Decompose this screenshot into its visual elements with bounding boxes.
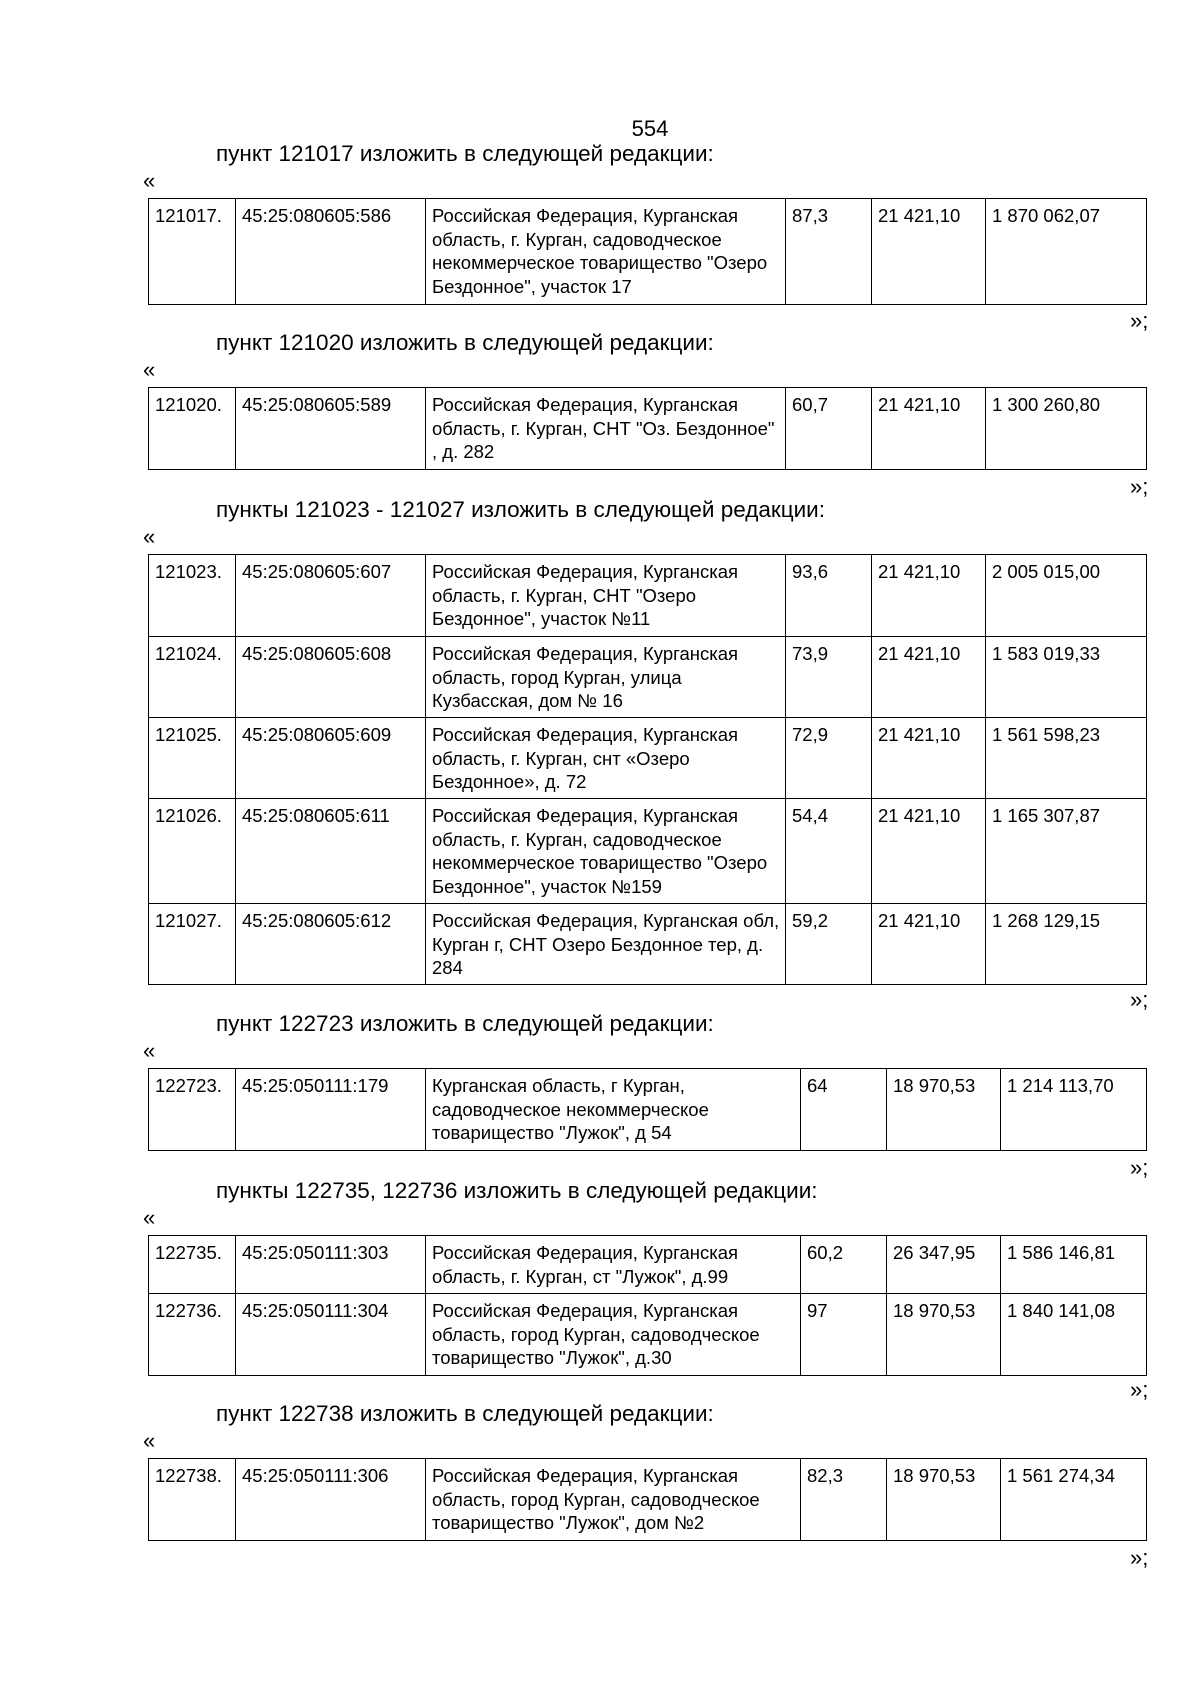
record-table	[148, 1235, 1147, 1376]
section-intro: пункт 122723 изложить в следующей редакции:	[216, 1011, 714, 1036]
cadastral-number-cell: 45:25:080605:589	[236, 388, 426, 470]
close-quote: »;	[1130, 1545, 1149, 1570]
table-row	[149, 637, 1147, 718]
cadastral-number-cell: 45:25:050111:304	[236, 1294, 426, 1376]
address-cell: Российская Федерация, Курганская область, г. Курган, садоводческое некоммерческое товарищество "Озеро Бездонное", участок №159	[426, 799, 786, 904]
item-number-cell: 122738.	[149, 1459, 236, 1541]
section-intro: пункт 121017 изложить в следующей редакции:	[216, 141, 714, 166]
area-cell: 87,3	[786, 199, 872, 305]
table-row	[149, 388, 1147, 470]
table-row	[149, 799, 1147, 904]
area-cell: 60,2	[801, 1236, 887, 1294]
open-quote: «	[143, 1038, 156, 1063]
cadastral-number-cell: 45:25:080605:586	[236, 199, 426, 305]
cadastral-value-cell: 1 586 146,81	[1001, 1236, 1147, 1294]
cadastral-value-cell: 1 870 062,07	[986, 199, 1147, 305]
address-cell: Курганская область, г Курган, садоводческое некоммерческое товарищество "Лужок", д 54	[426, 1069, 801, 1151]
area-cell: 97	[801, 1294, 887, 1376]
page-number: 554	[631, 116, 669, 141]
area-cell: 72,9	[786, 718, 872, 799]
record-table	[148, 1068, 1147, 1151]
area-cell: 54,4	[786, 799, 872, 904]
cadastral-number-cell: 45:25:080605:609	[236, 718, 426, 799]
close-quote: »;	[1130, 987, 1149, 1012]
specific-value-cell: 21 421,10	[872, 199, 986, 305]
address-cell: Российская Федерация, Курганская область, город Курган, садоводческое товарищество "Лужок", дом №2	[426, 1459, 801, 1541]
close-quote: »;	[1130, 1155, 1149, 1180]
record-table	[148, 387, 1147, 470]
cadastral-number-cell: 45:25:080605:607	[236, 555, 426, 637]
address-cell: Российская Федерация, Курганская область, г. Курган, снт «Озеро Бездонное», д. 72	[426, 718, 786, 799]
cadastral-value-cell: 1 268 129,15	[986, 904, 1147, 985]
section-intro: пункт 122738 изложить в следующей редакции:	[216, 1401, 714, 1426]
record-table	[148, 1458, 1147, 1541]
open-quote: «	[143, 1205, 156, 1230]
cadastral-value-cell: 2 005 015,00	[986, 555, 1147, 637]
address-cell: Российская Федерация, Курганская область, г. Курган, садоводческое некоммерческое товарищество "Озеро Бездонное", участок 17	[426, 199, 786, 305]
item-number-cell: 121027.	[149, 904, 236, 985]
table-row	[149, 1069, 1147, 1151]
section-intro: пункты 121023 - 121027 изложить в следующей редакции:	[216, 497, 826, 522]
item-number-cell: 121020.	[149, 388, 236, 470]
cadastral-number-cell: 45:25:080605:611	[236, 799, 426, 904]
cadastral-value-cell: 1 583 019,33	[986, 637, 1147, 718]
address-cell: Российская Федерация, Курганская область, г. Курган, ст "Лужок", д.99	[426, 1236, 801, 1294]
record-table	[148, 198, 1147, 305]
section-intro: пункты 122735, 122736 изложить в следующей редакции:	[216, 1178, 818, 1203]
cadastral-number-cell: 45:25:050111:306	[236, 1459, 426, 1541]
cadastral-value-cell: 1 561 598,23	[986, 718, 1147, 799]
item-number-cell: 121023.	[149, 555, 236, 637]
area-cell: 60,7	[786, 388, 872, 470]
close-quote: »;	[1130, 1377, 1149, 1402]
cadastral-number-cell: 45:25:080605:608	[236, 637, 426, 718]
cadastral-value-cell: 1 165 307,87	[986, 799, 1147, 904]
section-intro: пункт 121020 изложить в следующей редакции:	[216, 330, 714, 355]
specific-value-cell: 21 421,10	[872, 388, 986, 470]
area-cell: 73,9	[786, 637, 872, 718]
table-row	[149, 1236, 1147, 1294]
specific-value-cell: 26 347,95	[887, 1236, 1001, 1294]
area-cell: 82,3	[801, 1459, 887, 1541]
specific-value-cell: 21 421,10	[872, 637, 986, 718]
specific-value-cell: 21 421,10	[872, 799, 986, 904]
table-row	[149, 1294, 1147, 1376]
cadastral-value-cell: 1 300 260,80	[986, 388, 1147, 470]
table-row	[149, 555, 1147, 637]
specific-value-cell: 21 421,10	[872, 555, 986, 637]
cadastral-number-cell: 45:25:050111:179	[236, 1069, 426, 1151]
table-row	[149, 1459, 1147, 1541]
table-row	[149, 199, 1147, 305]
specific-value-cell: 18 970,53	[887, 1459, 1001, 1541]
address-cell: Российская Федерация, Курганская область, город Курган, улица Кузбасская, дом № 16	[426, 637, 786, 718]
record-table	[148, 554, 1147, 985]
address-cell: Российская Федерация, Курганская область, город Курган, садоводческое товарищество "Лужок", д.30	[426, 1294, 801, 1376]
item-number-cell: 121026.	[149, 799, 236, 904]
cadastral-number-cell: 45:25:050111:303	[236, 1236, 426, 1294]
open-quote: «	[143, 168, 156, 193]
specific-value-cell: 18 970,53	[887, 1294, 1001, 1376]
area-cell: 93,6	[786, 555, 872, 637]
item-number-cell: 122736.	[149, 1294, 236, 1376]
item-number-cell: 121024.	[149, 637, 236, 718]
item-number-cell: 122735.	[149, 1236, 236, 1294]
specific-value-cell: 21 421,10	[872, 904, 986, 985]
specific-value-cell: 21 421,10	[872, 718, 986, 799]
close-quote: »;	[1130, 308, 1149, 333]
table-row	[149, 904, 1147, 985]
address-cell: Российская Федерация, Курганская область, г. Курган, СНТ "Оз. Бездонное" , д. 282	[426, 388, 786, 470]
close-quote: »;	[1130, 474, 1149, 499]
item-number-cell: 122723.	[149, 1069, 236, 1151]
cadastral-value-cell: 1 561 274,34	[1001, 1459, 1147, 1541]
cadastral-number-cell: 45:25:080605:612	[236, 904, 426, 985]
address-cell: Российская Федерация, Курганская обл, Курган г, СНТ Озеро Бездонное тер, д. 284	[426, 904, 786, 985]
area-cell: 64	[801, 1069, 887, 1151]
cadastral-value-cell: 1 840 141,08	[1001, 1294, 1147, 1376]
item-number-cell: 121025.	[149, 718, 236, 799]
address-cell: Российская Федерация, Курганская область, г. Курган, СНТ "Озеро Бездонное", участок №11	[426, 555, 786, 637]
open-quote: «	[143, 357, 156, 382]
specific-value-cell: 18 970,53	[887, 1069, 1001, 1151]
area-cell: 59,2	[786, 904, 872, 985]
open-quote: «	[143, 1428, 156, 1453]
open-quote: «	[143, 524, 156, 549]
item-number-cell: 121017.	[149, 199, 236, 305]
cadastral-value-cell: 1 214 113,70	[1001, 1069, 1147, 1151]
table-row	[149, 718, 1147, 799]
